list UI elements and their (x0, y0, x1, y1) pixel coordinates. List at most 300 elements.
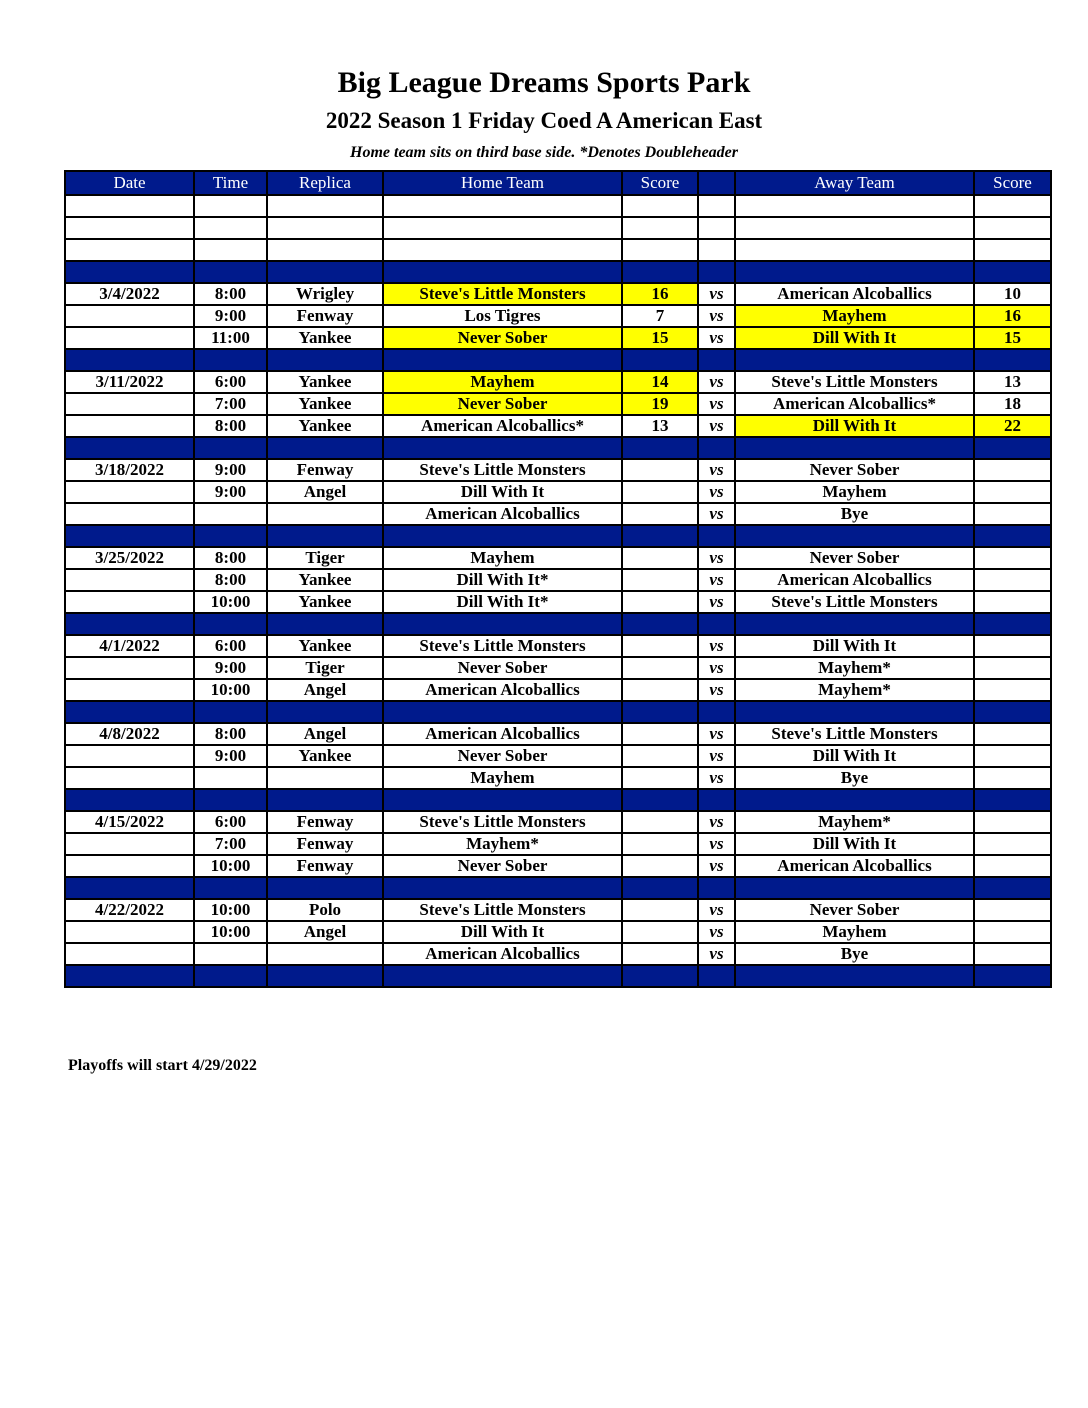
blank-cell (974, 239, 1051, 261)
game-row (65, 943, 1051, 965)
separator-cell (622, 877, 698, 899)
blank-cell (974, 195, 1051, 217)
game-row (65, 371, 1051, 393)
home-score-cell (622, 679, 698, 701)
separator-cell (698, 613, 735, 635)
away-score-cell: 10 (974, 283, 1051, 305)
replica-cell: Fenway (267, 855, 383, 877)
replica-cell (267, 767, 383, 789)
separator-cell (974, 789, 1051, 811)
vs-cell: vs (698, 635, 735, 657)
replica-cell: Yankee (267, 635, 383, 657)
blank-row (65, 217, 1051, 239)
date-cell: 4/15/2022 (65, 811, 194, 833)
separator-cell (622, 525, 698, 547)
date-cell (65, 591, 194, 613)
vs-cell: vs (698, 327, 735, 349)
home-team-cell: Dill With It* (383, 569, 622, 591)
vs-cell: vs (698, 943, 735, 965)
away-team-cell: Mayhem (735, 305, 974, 327)
separator-cell (698, 789, 735, 811)
away-score-cell (974, 943, 1051, 965)
blank-row (65, 239, 1051, 261)
vs-cell: vs (698, 459, 735, 481)
home-score-cell (622, 547, 698, 569)
vs-cell: vs (698, 899, 735, 921)
vs-cell: vs (698, 855, 735, 877)
separator-cell (194, 789, 267, 811)
date-cell (65, 657, 194, 679)
time-cell: 11:00 (194, 327, 267, 349)
vs-cell: vs (698, 591, 735, 613)
game-row (65, 503, 1051, 525)
away-team-cell: Bye (735, 943, 974, 965)
away-score-cell (974, 921, 1051, 943)
blank-cell (383, 217, 622, 239)
replica-cell: Wrigley (267, 283, 383, 305)
vs-cell: vs (698, 833, 735, 855)
away-score-cell (974, 635, 1051, 657)
time-cell: 6:00 (194, 811, 267, 833)
vs-cell: vs (698, 679, 735, 701)
date-cell (65, 393, 194, 415)
date-cell (65, 855, 194, 877)
replica-cell: Angel (267, 679, 383, 701)
separator-cell (735, 525, 974, 547)
date-cell (65, 921, 194, 943)
home-score-cell (622, 481, 698, 503)
home-team-cell: Never Sober (383, 855, 622, 877)
separator-cell (974, 525, 1051, 547)
separator-cell (194, 525, 267, 547)
game-row (65, 679, 1051, 701)
separator-row (65, 701, 1051, 723)
away-team-cell: Never Sober (735, 899, 974, 921)
separator-cell (383, 613, 622, 635)
home-team-cell: Mayhem (383, 547, 622, 569)
away-score-cell (974, 503, 1051, 525)
separator-cell (622, 349, 698, 371)
blank-cell (383, 195, 622, 217)
time-cell: 6:00 (194, 635, 267, 657)
time-cell: 9:00 (194, 481, 267, 503)
date-cell (65, 415, 194, 437)
time-cell: 8:00 (194, 547, 267, 569)
away-score-cell (974, 811, 1051, 833)
page-title: Big League Dreams Sports Park (337, 66, 751, 99)
date-cell (65, 503, 194, 525)
date-cell (65, 679, 194, 701)
home-team-cell: American Alcoballics (383, 723, 622, 745)
away-team-cell: Dill With It (735, 833, 974, 855)
vs-cell: vs (698, 745, 735, 767)
separator-row (65, 349, 1051, 371)
home-score-cell (622, 591, 698, 613)
blank-cell (698, 239, 735, 261)
separator-cell (65, 701, 194, 723)
blank-cell (65, 195, 194, 217)
separator-cell (974, 261, 1051, 283)
column-header-replica: Replica (267, 171, 383, 195)
home-score-cell (622, 657, 698, 679)
away-score-cell (974, 459, 1051, 481)
separator-cell (735, 437, 974, 459)
home-score-cell: 16 (622, 283, 698, 305)
separator-cell (65, 261, 194, 283)
separator-row (65, 613, 1051, 635)
vs-cell: vs (698, 503, 735, 525)
time-cell: 7:00 (194, 833, 267, 855)
date-cell (65, 305, 194, 327)
home-team-cell: Mayhem (383, 371, 622, 393)
date-cell: 3/18/2022 (65, 459, 194, 481)
separator-cell (267, 701, 383, 723)
replica-cell: Yankee (267, 393, 383, 415)
replica-cell: Polo (267, 899, 383, 921)
blank-cell (622, 239, 698, 261)
away-score-cell: 13 (974, 371, 1051, 393)
time-cell: 9:00 (194, 305, 267, 327)
game-row (65, 305, 1051, 327)
game-row (65, 899, 1051, 921)
separator-cell (65, 525, 194, 547)
separator-cell (65, 437, 194, 459)
vs-cell: vs (698, 811, 735, 833)
replica-cell: Fenway (267, 459, 383, 481)
away-team-cell: Steve's Little Monsters (735, 371, 974, 393)
home-score-cell (622, 723, 698, 745)
column-header-home-score: Score (622, 171, 698, 195)
game-row (65, 459, 1051, 481)
home-score-cell (622, 833, 698, 855)
game-row (65, 855, 1051, 877)
separator-cell (194, 613, 267, 635)
away-score-cell (974, 547, 1051, 569)
separator-cell (383, 349, 622, 371)
home-score-cell (622, 921, 698, 943)
home-score-cell: 14 (622, 371, 698, 393)
replica-cell: Yankee (267, 415, 383, 437)
away-team-cell: Mayhem* (735, 679, 974, 701)
blank-cell (65, 239, 194, 261)
game-row (65, 921, 1051, 943)
blank-cell (65, 217, 194, 239)
away-team-cell: Never Sober (735, 459, 974, 481)
away-team-cell: Mayhem* (735, 657, 974, 679)
home-team-cell: Steve's Little Monsters (383, 283, 622, 305)
away-team-cell: Bye (735, 767, 974, 789)
time-cell: 10:00 (194, 855, 267, 877)
vs-cell: vs (698, 547, 735, 569)
time-cell: 9:00 (194, 459, 267, 481)
home-team-cell: Dill With It (383, 481, 622, 503)
column-header-away-team: Away Team (735, 171, 974, 195)
home-team-cell: Steve's Little Monsters (383, 899, 622, 921)
game-row (65, 591, 1051, 613)
separator-cell (65, 965, 194, 987)
date-cell (65, 943, 194, 965)
blank-cell (267, 195, 383, 217)
home-score-cell: 13 (622, 415, 698, 437)
page-subtitle: 2022 Season 1 Friday Coed A American East (325, 108, 763, 133)
blank-cell (267, 217, 383, 239)
blank-cell (735, 195, 974, 217)
home-team-cell: Never Sober (383, 393, 622, 415)
game-row (65, 415, 1051, 437)
game-row (65, 767, 1051, 789)
game-row (65, 635, 1051, 657)
blank-cell (622, 195, 698, 217)
home-team-cell: Steve's Little Monsters (383, 635, 622, 657)
separator-cell (974, 965, 1051, 987)
vs-cell: vs (698, 657, 735, 679)
away-score-cell (974, 481, 1051, 503)
separator-cell (622, 261, 698, 283)
column-header-away-score: Score (974, 171, 1051, 195)
date-cell: 3/11/2022 (65, 371, 194, 393)
vs-cell: vs (698, 481, 735, 503)
replica-cell: Fenway (267, 833, 383, 855)
away-score-cell (974, 745, 1051, 767)
column-header-date: Date (65, 171, 194, 195)
time-cell: 9:00 (194, 745, 267, 767)
vs-cell: vs (698, 723, 735, 745)
time-cell: 8:00 (194, 723, 267, 745)
separator-cell (267, 261, 383, 283)
separator-cell (383, 877, 622, 899)
home-team-cell: Mayhem (383, 767, 622, 789)
home-team-cell: Steve's Little Monsters (383, 459, 622, 481)
separator-cell (267, 877, 383, 899)
away-team-cell: Mayhem (735, 481, 974, 503)
separator-cell (974, 613, 1051, 635)
home-score-cell: 15 (622, 327, 698, 349)
separator-cell (267, 789, 383, 811)
separator-cell (65, 877, 194, 899)
separator-cell (383, 437, 622, 459)
replica-cell: Tiger (267, 657, 383, 679)
blank-cell (194, 195, 267, 217)
date-cell (65, 745, 194, 767)
separator-cell (383, 701, 622, 723)
home-team-cell: Steve's Little Monsters (383, 811, 622, 833)
game-row (65, 569, 1051, 591)
separator-cell (698, 261, 735, 283)
time-cell: 8:00 (194, 569, 267, 591)
date-cell (65, 833, 194, 855)
time-cell: 10:00 (194, 899, 267, 921)
home-team-cell: Never Sober (383, 657, 622, 679)
separator-cell (735, 349, 974, 371)
home-score-cell (622, 899, 698, 921)
table-header-row (65, 171, 1051, 195)
time-cell: 10:00 (194, 591, 267, 613)
separator-cell (698, 701, 735, 723)
home-score-cell (622, 745, 698, 767)
away-team-cell: Steve's Little Monsters (735, 591, 974, 613)
away-score-cell (974, 657, 1051, 679)
separator-cell (974, 877, 1051, 899)
replica-cell: Yankee (267, 327, 383, 349)
away-team-cell: American Alcoballics (735, 569, 974, 591)
home-score-cell (622, 503, 698, 525)
blank-cell (383, 239, 622, 261)
home-team-cell: American Alcoballics (383, 943, 622, 965)
home-score-cell (622, 635, 698, 657)
separator-cell (65, 789, 194, 811)
separator-cell (974, 437, 1051, 459)
date-cell (65, 569, 194, 591)
date-cell: 4/1/2022 (65, 635, 194, 657)
page-note: Home team sits on third base side. *Denotes Doubleheader (350, 144, 738, 161)
home-score-cell (622, 767, 698, 789)
time-cell: 8:00 (194, 415, 267, 437)
separator-cell (622, 437, 698, 459)
separator-cell (383, 261, 622, 283)
game-row (65, 723, 1051, 745)
separator-cell (65, 613, 194, 635)
time-cell: 9:00 (194, 657, 267, 679)
replica-cell: Yankee (267, 591, 383, 613)
home-team-cell: Los Tigres (383, 305, 622, 327)
separator-cell (735, 965, 974, 987)
replica-cell: Tiger (267, 547, 383, 569)
away-score-cell (974, 591, 1051, 613)
vs-cell: vs (698, 415, 735, 437)
separator-cell (622, 613, 698, 635)
separator-cell (698, 877, 735, 899)
date-cell: 4/22/2022 (65, 899, 194, 921)
game-row (65, 481, 1051, 503)
separator-cell (735, 789, 974, 811)
separator-cell (194, 701, 267, 723)
blank-cell (194, 239, 267, 261)
away-score-cell: 15 (974, 327, 1051, 349)
date-cell (65, 481, 194, 503)
separator-cell (267, 349, 383, 371)
playoffs-note: Playoffs will start 4/29/2022 (68, 1057, 257, 1074)
separator-cell (735, 877, 974, 899)
away-score-cell (974, 855, 1051, 877)
replica-cell: Angel (267, 481, 383, 503)
home-score-cell: 7 (622, 305, 698, 327)
home-team-cell: Mayhem* (383, 833, 622, 855)
replica-cell: Yankee (267, 745, 383, 767)
column-header-home-team: Home Team (383, 171, 622, 195)
separator-row (65, 965, 1051, 987)
separator-cell (698, 349, 735, 371)
separator-cell (622, 789, 698, 811)
date-cell: 4/8/2022 (65, 723, 194, 745)
away-team-cell: American Alcoballics* (735, 393, 974, 415)
date-cell: 3/25/2022 (65, 547, 194, 569)
blank-cell (735, 239, 974, 261)
home-team-cell: Dill With It* (383, 591, 622, 613)
vs-cell: vs (698, 283, 735, 305)
away-team-cell: American Alcoballics (735, 855, 974, 877)
replica-cell (267, 503, 383, 525)
separator-cell (194, 349, 267, 371)
separator-row (65, 437, 1051, 459)
replica-cell: Fenway (267, 305, 383, 327)
separator-row (65, 789, 1051, 811)
blank-row (65, 195, 1051, 217)
separator-cell (735, 261, 974, 283)
away-score-cell: 22 (974, 415, 1051, 437)
home-score-cell (622, 459, 698, 481)
game-row (65, 393, 1051, 415)
away-score-cell (974, 679, 1051, 701)
vs-cell: vs (698, 921, 735, 943)
game-row (65, 657, 1051, 679)
game-row (65, 833, 1051, 855)
away-score-cell: 16 (974, 305, 1051, 327)
home-score-cell (622, 943, 698, 965)
blank-cell (735, 217, 974, 239)
away-score-cell (974, 569, 1051, 591)
away-score-cell (974, 723, 1051, 745)
time-cell (194, 767, 267, 789)
blank-cell (194, 217, 267, 239)
separator-cell (698, 965, 735, 987)
separator-cell (267, 525, 383, 547)
home-score-cell: 19 (622, 393, 698, 415)
blank-cell (698, 217, 735, 239)
game-row (65, 745, 1051, 767)
separator-cell (735, 613, 974, 635)
home-score-cell (622, 855, 698, 877)
separator-row (65, 877, 1051, 899)
home-team-cell: Dill With It (383, 921, 622, 943)
separator-cell (974, 701, 1051, 723)
away-score-cell (974, 833, 1051, 855)
home-team-cell: American Alcoballics* (383, 415, 622, 437)
column-header-vs (698, 171, 735, 195)
away-team-cell: Bye (735, 503, 974, 525)
separator-cell (267, 613, 383, 635)
separator-cell (698, 525, 735, 547)
time-cell: 7:00 (194, 393, 267, 415)
separator-cell (194, 965, 267, 987)
time-cell: 8:00 (194, 283, 267, 305)
game-row (65, 811, 1051, 833)
blank-cell (698, 195, 735, 217)
separator-cell (698, 437, 735, 459)
away-team-cell: Dill With It (735, 415, 974, 437)
vs-cell: vs (698, 393, 735, 415)
blank-cell (267, 239, 383, 261)
schedule-body (65, 195, 1051, 987)
away-team-cell: Dill With It (735, 635, 974, 657)
time-cell (194, 943, 267, 965)
blank-cell (622, 217, 698, 239)
replica-cell: Yankee (267, 371, 383, 393)
replica-cell: Angel (267, 921, 383, 943)
time-cell (194, 503, 267, 525)
date-cell: 3/4/2022 (65, 283, 194, 305)
away-team-cell: Never Sober (735, 547, 974, 569)
separator-cell (383, 789, 622, 811)
separator-cell (194, 437, 267, 459)
separator-cell (383, 965, 622, 987)
separator-cell (194, 261, 267, 283)
home-score-cell (622, 811, 698, 833)
separator-cell (974, 349, 1051, 371)
separator-cell (622, 965, 698, 987)
time-cell: 10:00 (194, 921, 267, 943)
separator-cell (622, 701, 698, 723)
schedule-table (64, 170, 1052, 988)
